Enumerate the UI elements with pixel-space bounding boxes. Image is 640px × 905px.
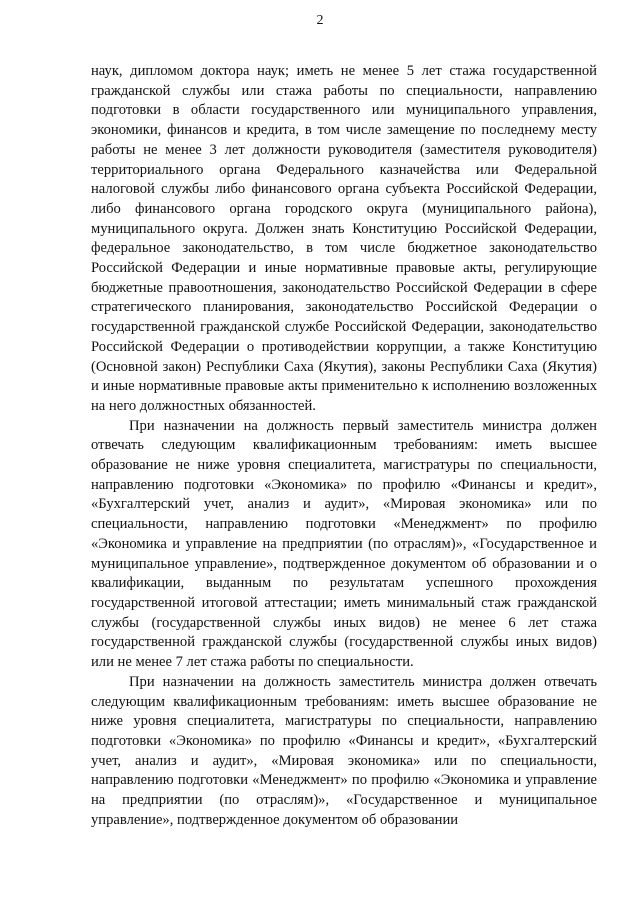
document-body	[91, 62, 597, 830]
page-number: 2	[316, 13, 324, 28]
paragraph-requirements-continued: наук, дипломом доктора наук; иметь не менее 5 лет стажа государственной гражданской службы или стажа работы по специальности, направлению подготовки в области государственного или муниципального управления, экономики, финансов и кредита, в том числе замещение по последнему месту работы не менее 3 лет должности руководителя (заместителя руководителя) территориального органа Федерального казначейства или Федеральной налоговой службы либо финансового органа субъекта Российской Федерации, либо финансового органа городского округа (муниципального района), муниципального округа. Должен знать Конституцию Российской Федерации, федеральное законодательство, в том числе бюджетное законодательство Российской Федерации и иные нормативные правовые акты, регулирующие бюджетные правоотношения, законодательство Российской Федерации в сфере стратегического планирования, законодательство Российской Федерации о государственной гражданской службе Российской Федерации, законодательство Российской Федерации о противодействии коррупции, а также Конституцию (Основной закон) Республики Саха (Якутия), законы Республики Саха (Якутия) и иные нормативные правовые акты применительно к исполнению возложенных на него должностных обязанностей.	[91, 63, 597, 414]
paragraph-first-deputy-requirements: При назначении на должность первый заместитель министра должен отвечать следующим квалификационным требованиям: иметь высшее образование не ниже уровня специалитета, магистратуры по специальности, направлению подготовки «Экономика» по профилю «Финансы и кредит», «Бухгалтерский учет, анализ и аудит», «Мировая экономика» или по специальности, направлению подготовки «Менеджмент» по профилю «Экономика и управление на предприятии (по отраслям)», «Государственное и муниципальное управление», подтвержденное документом об образовании и о квалификации, выданным по результатам успешного прохождения государственной итоговой аттестации; иметь минимальный стаж гражданской службы (государственной службы иных видов) не менее 6 лет стажа государственной гражданской службы (государственной службы иных видов) или не менее 7 лет стажа работы по специальности.	[91, 417, 597, 671]
paragraph-deputy-requirements: При назначении на должность заместитель министра должен отвечать следующим квалификационным требованиям: иметь высшее образование не ниже уровня специалитета, магистратуры по специальности, направлению подготовки «Экономика» по профилю «Финансы и кредит», «Бухгалтерский учет, анализ и аудит», «Мировая экономика» или по специальности, направлению подготовки «Менеджмент» по профилю «Экономика и управление на предприятии (по отраслям)», «Государственное и муниципальное управление», подтвержденное документом об образовании	[91, 673, 597, 828]
